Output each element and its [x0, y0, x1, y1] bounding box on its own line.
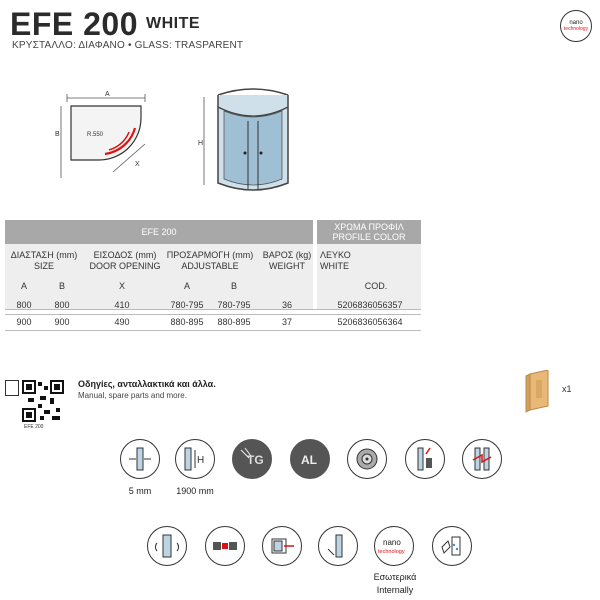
row2-code: 5206836056364	[337, 317, 403, 327]
row2-adj-b: 880-895	[217, 317, 251, 327]
col-adj-a: A	[183, 281, 190, 291]
plan-diagram	[55, 88, 170, 178]
adjustable-header: ΠΡΟΣΑΡΜΟΓΗ (mm) ADJUSTABLE	[166, 250, 254, 271]
svg-text:technology: technology	[378, 549, 405, 555]
col-code: COD.	[364, 281, 388, 291]
radius-label: R.550	[87, 132, 104, 138]
door-opening-header: ΕΙΣΟΔΟΣ (mm) DOOR OPENING	[89, 250, 161, 271]
row1-b: 800	[54, 300, 70, 310]
profile-color-gr: ΧΡΩΜΑ ΠΡΟΦΙΛ	[334, 222, 404, 232]
svg-text:AL: AL	[301, 453, 317, 467]
product-color: WHITE	[146, 15, 201, 32]
nano-technology-icon	[374, 526, 414, 566]
row1-adj-a: 780-795	[170, 300, 204, 310]
tempered-glass-icon	[232, 439, 272, 479]
accessory-quantity: x1	[562, 384, 572, 394]
svg-text:H: H	[197, 455, 205, 466]
manual-text-en: Manual, spare parts and more.	[78, 391, 187, 400]
reversible-icon	[147, 526, 187, 566]
aluminium-icon	[290, 439, 330, 479]
drain-icon	[347, 439, 387, 479]
glass-type: ΚΡΥΣΤΑΛΛΟ: ΔΙΑΦΑΝΟ • GLASS: TRASPARENT	[12, 40, 244, 51]
dim-h-label: H	[198, 140, 204, 147]
dim-b-label: B	[55, 131, 60, 138]
product-title: EFE 200	[10, 6, 139, 42]
magnetic-seal-icon	[405, 439, 445, 479]
col-a: A	[20, 281, 27, 291]
row2-adj-a: 880-895	[170, 317, 204, 327]
nano-badge-line2: technology	[563, 26, 589, 32]
dim-a-label: A	[105, 91, 110, 98]
wall-profile-icon	[318, 526, 358, 566]
tray-outline	[71, 106, 141, 160]
weight-header: ΒΑΡΟΣ (kg) WEIGHT	[262, 250, 312, 271]
manual-icon	[5, 380, 19, 396]
row2-weight: 37	[281, 317, 292, 327]
enclosure-drawing	[198, 85, 298, 197]
row2-x: 490	[114, 317, 130, 327]
white-header: ΛΕΥΚΟ WHITE	[320, 250, 351, 271]
manual-text-gr: Οδηγίες, ανταλλακτικά και άλλα.	[78, 379, 216, 389]
row1-weight: 36	[281, 300, 292, 310]
svg-text:TG: TG	[247, 453, 264, 467]
accessory-pack-icon	[524, 370, 554, 414]
top-rail	[218, 89, 288, 95]
sliding-door-icon	[262, 526, 302, 566]
nano-badge-line1: nano	[569, 20, 583, 26]
height-icon	[175, 439, 215, 479]
dim-x-label: X	[135, 161, 140, 168]
row1-x: 410	[114, 300, 130, 310]
height-label: 1900 mm	[176, 486, 214, 496]
col-adj-b: B	[230, 281, 237, 291]
col-x: X	[118, 281, 125, 291]
row2-a: 900	[16, 317, 32, 327]
nano-caption-en: Internally	[376, 585, 414, 595]
qr-label: EFE 200	[24, 424, 44, 430]
profile-color-header	[317, 220, 421, 244]
glass-thickness-icon	[120, 439, 160, 479]
profile-color-en: PROFILE COLOR	[332, 232, 406, 242]
col-b: B	[58, 281, 65, 291]
nano-technology-badge	[560, 10, 592, 42]
table-title: EFE 200	[5, 220, 313, 244]
row1-code: 5206836056357	[337, 300, 403, 310]
row1-a: 800	[16, 300, 32, 310]
nano-caption-gr: Εσωτερικά	[373, 572, 417, 582]
adjustable-profile-icon	[462, 439, 502, 479]
qr-code-icon[interactable]	[22, 380, 64, 422]
easy-clean-icon	[432, 526, 472, 566]
row2-b: 900	[54, 317, 70, 327]
magnetic-closure-icon	[205, 526, 245, 566]
glass-thickness-label: 5 mm	[128, 486, 152, 496]
row1-adj-b: 780-795	[217, 300, 251, 310]
svg-text:nano: nano	[383, 538, 401, 547]
size-header: ΔΙΑΣΤΑΣΗ (mm) SIZE	[10, 250, 78, 271]
